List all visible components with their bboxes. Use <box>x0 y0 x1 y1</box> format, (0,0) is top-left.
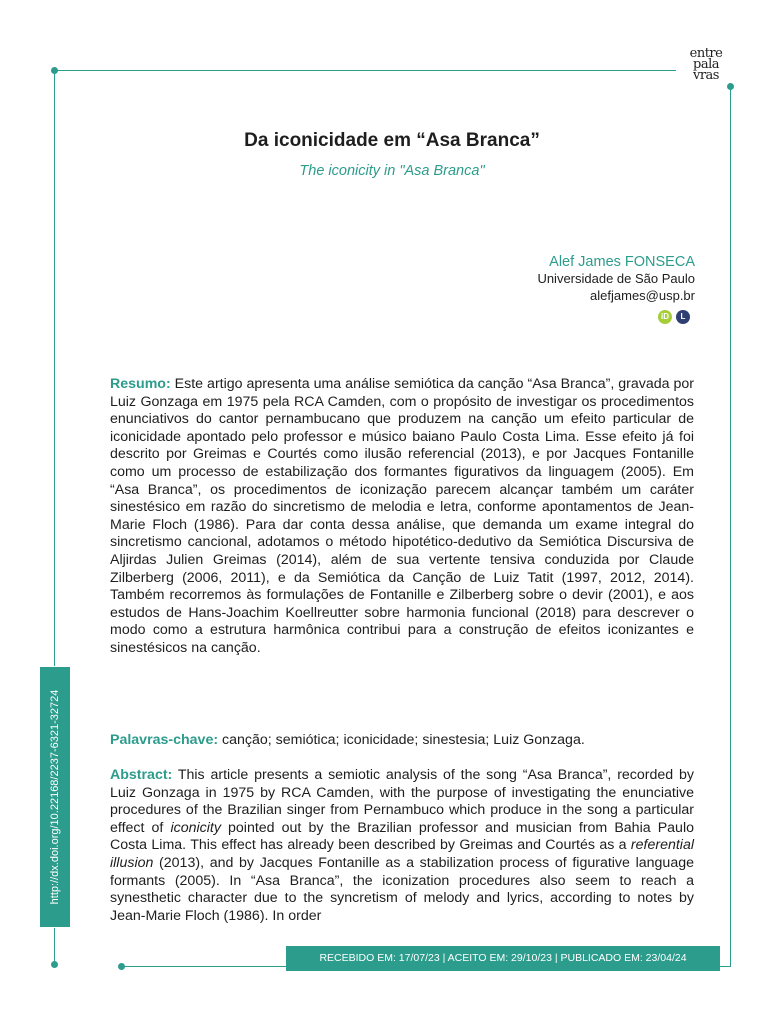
journal-logo <box>686 48 726 81</box>
frame-top-line <box>54 70 676 71</box>
resumo-label: Resumo: <box>110 376 171 392</box>
abstract-paragraph <box>110 767 694 925</box>
abstract-emphasis: iconicity <box>170 819 221 836</box>
resumo-paragraph <box>110 376 694 658</box>
doi-link[interactable]: http://dx.doi.org/10.22168/2237-6321-32724 <box>49 689 61 905</box>
resumo-text: Este artigo apresenta uma análise semiótica da canção “Asa Branca”, gravada por Luiz Gonzaga em 1975 pela RCA Camden, com o propósito de investigar os procedimentos enunciativos do cantor pernambucano que produzem na canção um efeito particular de iconicidade apontado pelo professor e músico baiano Paulo Costa Lima. Esse efeito já foi descrito por Greimas e Courtés como ilusão referencial (2013), e por Jacques Fontanille como um processo de estabilização dos formantes figurativos da linguagem (2005). Em “Asa Branca”, os procedimentos de iconização parecem alcançar também um caráter sinestésico em razão do sincretismo de melodia e letra, conforme apontamentos de Jean-Marie Floch (1986). Para dar conta dessa análise, que demanda um exame integral do sincretismo cancional, adotamos o método hipotético-dedutivo da Semiótica Discursiva de Aljirdas Julien Greimas (2014), além de sua vertente tensiva conduzida por Claude Zilberberg (2006, 2011), e da Semiótica da Canção de Luiz Tatit (1997, 2012, 2014). Também recorremos às formulações de Fontanille e Zilberberg sobre o devir (2001), e aos estudos de Hans-Joachim Koellreutter sobre harmonia funcional (2018) para descrever o modo como a estrutura harmônica contribui para a construção de efeitos iconizantes e sinestésicos na canção. <box>110 376 694 656</box>
paper-title: Da iconicidade em “Asa Branca” <box>244 130 540 151</box>
author-block <box>537 254 695 304</box>
frame-dot-bottom-mid <box>118 963 125 970</box>
keywords-label: Palavras-chave: <box>110 732 219 748</box>
frame-dot-bottom-left <box>51 961 58 968</box>
logo-line: entre <box>689 46 723 61</box>
abstract-emphasis: referential illusion <box>110 837 694 871</box>
frame-dot-top-left <box>51 67 58 74</box>
abstract-label: Abstract: <box>110 767 173 783</box>
frame-dot-top-right <box>727 83 734 90</box>
frame-left-line <box>54 70 55 666</box>
author-badges <box>658 310 690 324</box>
frame-left-line-lower <box>54 928 55 964</box>
keywords-paragraph <box>110 732 694 750</box>
abstract-text: This article presents a semiotic analysis of the song “Asa Branca”, recorded by Luiz Gonzaga in 1975 by RCA Camden, with the purpose of investigating the enunciative procedures of the Brazilian singer from Pernambuco which produce in the song a particular effect of <box>110 767 694 836</box>
logo-line: pala <box>693 57 719 72</box>
author-name: Alef James FONSECA <box>549 254 695 270</box>
paper-subtitle: The iconicity in "Asa Branca" <box>299 163 485 179</box>
publication-dates: RECEBIDO EM: 17/07/23 | ACEITO EM: 29/10/23 | PUBLICADO EM: 23/04/24 <box>286 946 720 971</box>
author-affiliation: Universidade de São Paulo <box>537 271 695 286</box>
logo-line: vras <box>693 68 719 83</box>
keywords-text: canção; semiótica; iconicidade; sinestesia; Luiz Gonzaga. <box>218 732 585 748</box>
frame-right-line <box>730 88 731 966</box>
orcid-icon[interactable]: iD <box>658 310 672 324</box>
lattes-icon[interactable]: L <box>676 310 690 324</box>
abstract-text: (2013), and by Jacques Fontanille as a stabilization process of figurative language formants (2005). In “Asa Branca”, the iconization procedures also seem to reach a synesthetic character due to the syncretism of melody and lyrics, according to notes by Jean-Marie Floch (1986). In order <box>110 854 694 924</box>
abstract-text: pointed out by the Brazilian professor and musician from Bahia Paulo Costa Lima. This effect has already been described by Greimas and Courtés as a <box>110 819 694 854</box>
author-email[interactable]: alefjames@usp.br <box>590 288 695 303</box>
